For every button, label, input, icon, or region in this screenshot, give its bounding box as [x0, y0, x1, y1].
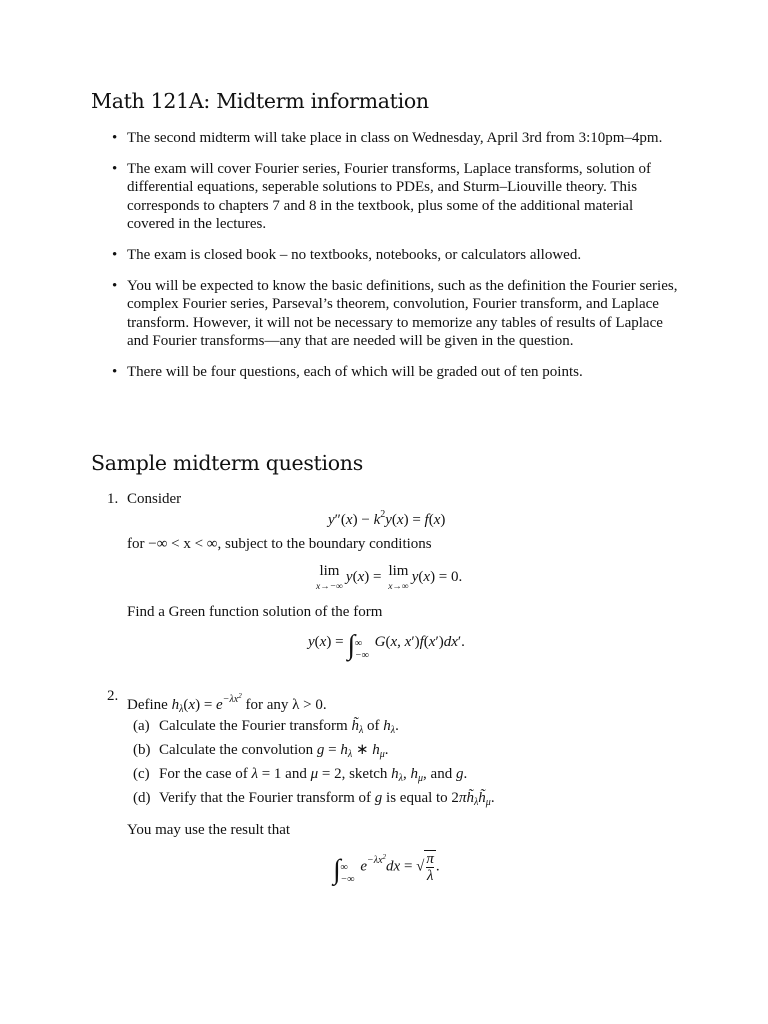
result-intro: You may use the result that [127, 822, 291, 838]
info-list [112, 129, 682, 394]
equation-gaussian: ∫∞ −∞ $e^{-\lambda x^2}dx$ = √ $\frac{\pi}{\lambda}$ . [333, 851, 440, 886]
list-item: (a) Calculate the Fourier transform $h̃_\lambda$ of $h_\lambda$. [133, 718, 399, 736]
page-title: Math 121A: Midterm information [91, 89, 429, 113]
question-parts [133, 714, 693, 810]
equation-green: y(x) = ∫∞ −∞ G(x, x′)f(x′)dx′. [308, 630, 465, 661]
question-intro: Define $h_\lambda(x) = e^{-\lambda x^2}$ for any λ > 0. [127, 692, 327, 715]
section-heading: Sample midterm questions [91, 451, 363, 475]
list-item: • The exam will cover Fourier series, Fourier transforms, Laplace transforms, solution of differential equations, seperable solutions to PDEs, and Sturm–Liouville theory. This corresponds to chapters 7 and 8 in the textbook, plus some of the additional material covered in the lectures. [112, 160, 682, 234]
find-text: Find a Green function solution of the form [127, 604, 383, 620]
list-item: • The exam is closed book – no textbooks, notebooks, or calculators allowed. [112, 246, 682, 265]
list-item: (c) For the case of λ = 1 and μ = 2, sketch $h_\lambda$, $h_\mu$, and g. [133, 766, 468, 784]
boundary-text: for −∞ < x < ∞, subject to the boundary conditions [127, 536, 432, 552]
list-item: • There will be four questions, each of which will be graded out of ten points. [112, 363, 682, 382]
question-intro: Consider [127, 491, 182, 507]
list-item: (b) Calculate the convolution $g = h_\lambda$ ∗ $h_\mu$. [133, 742, 389, 760]
question-number: 2. [107, 688, 119, 704]
list-item: (d) Verify that the Fourier transform of g is equal to $2\pi h̃_\lambda h̃_\mu$. [133, 790, 495, 808]
question-number: 1. [107, 491, 119, 507]
list-item: • The second midterm will take place in class on Wednesday, April 3rd from 3:10pm–4pm. [112, 129, 682, 148]
equation-ode: $y''(x) - k^2y(x) = f(x)$ [328, 509, 446, 528]
list-item: • You will be expected to know the basic definitions, such as the definition the Fourier series, complex Fourier series, Parseval’s theorem, convolution, Fourier transform, and Laplace transform. However, it will not be necessary to memorize any tables of results of Laplace and Fourier transforms—any that are needed will be given in the question. [112, 277, 682, 351]
equation-boundary: lim x→−∞y(x) = lim x→∞y(x) = 0. [316, 563, 463, 592]
